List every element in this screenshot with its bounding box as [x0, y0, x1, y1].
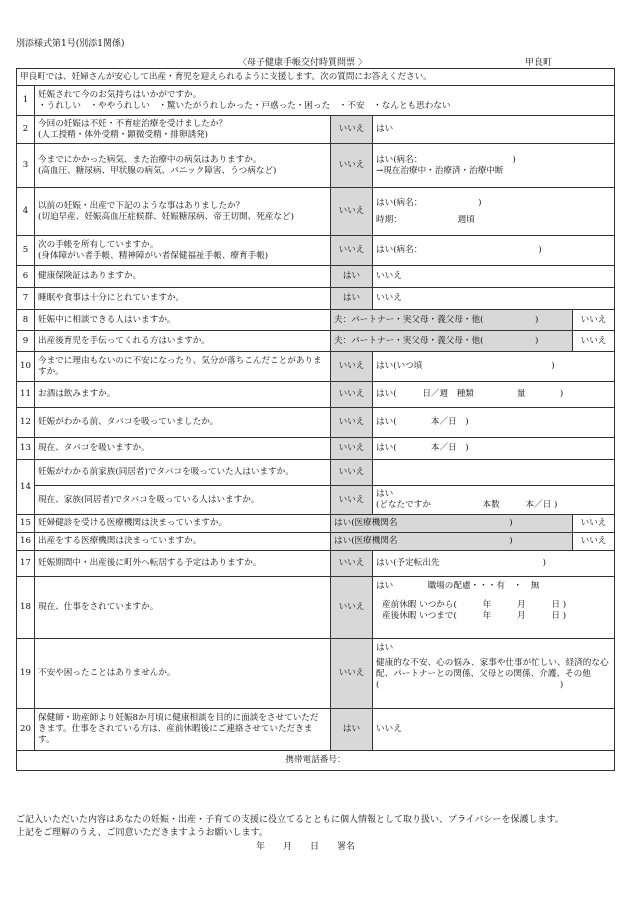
question-number: 2	[17, 116, 35, 144]
question-text: 健康保険証はありますか。	[35, 266, 331, 288]
answer-no[interactable]: いいえ	[331, 486, 373, 515]
answer-no[interactable]: いいえ	[331, 577, 373, 639]
questionnaire-table	[16, 68, 615, 771]
answer-yes[interactable]: はい(予定転出先 )	[373, 551, 615, 577]
answer-yes[interactable]	[373, 639, 615, 709]
supporter-options[interactable]: 夫：パートナー・実父母・義父母・他( )	[331, 331, 573, 352]
answer-no[interactable]: いいえ	[331, 438, 373, 460]
answer-no[interactable]: いいえ	[331, 144, 373, 188]
question-row-17	[17, 551, 615, 577]
phone-label[interactable]: 携帯電話番号：	[17, 751, 615, 771]
question-text: 出産をする医療機関は決まっていますか。	[35, 533, 331, 551]
question-number: 11	[17, 382, 35, 408]
question-row-20	[17, 709, 615, 751]
question-number: 15	[17, 515, 35, 533]
date-signature[interactable]: 年 月 日 署名	[256, 842, 356, 852]
question-number: 13	[17, 438, 35, 460]
supporter-options[interactable]: 夫：パートナー・実父母・義父母・他( )	[331, 310, 573, 331]
answer-no[interactable]: いいえ	[373, 266, 615, 288]
week-field[interactable]: 時期： 週頃	[376, 214, 475, 225]
answer-no[interactable]: いいえ	[373, 288, 615, 310]
question-text: 不安や困ったことはありませんか。	[35, 639, 331, 709]
question-row-10	[17, 352, 615, 382]
question-row-14b	[17, 486, 615, 515]
question-number: 10	[17, 352, 35, 382]
answer-yes[interactable]: はい	[373, 116, 615, 144]
answer-no[interactable]: いいえ	[331, 352, 373, 382]
answer-yes[interactable]: はい( 本／日 )	[373, 438, 615, 460]
answer-no[interactable]: いいえ	[331, 639, 373, 709]
question-row-12	[17, 408, 615, 438]
answer-no[interactable]: いいえ	[573, 533, 615, 551]
question-text: 妊娠がわかる前、タバコを吸っていましたか。	[35, 408, 331, 438]
answer-no[interactable]: いいえ	[573, 331, 615, 352]
question-number: 14	[17, 460, 35, 515]
question-number: 9	[17, 331, 35, 352]
question-number: 20	[17, 709, 35, 751]
question-number: 16	[17, 533, 35, 551]
question-text: 妊娠されて今のお気持ちはいかがですか。	[38, 89, 202, 100]
answer-yes-label: はい	[376, 489, 394, 499]
hospital-name-field[interactable]: はい(医療機関名 )	[331, 533, 573, 551]
question-row-4	[17, 188, 615, 236]
question-row-16	[17, 533, 615, 551]
question-number: 8	[17, 310, 35, 331]
answer-yes[interactable]	[373, 188, 615, 236]
answer-yes[interactable]	[373, 486, 615, 515]
answer-yes-label: はい	[376, 643, 394, 653]
question-text: 妊娠中に相談できる人はいますか。	[35, 310, 331, 331]
question-text: 睡眠や食事は十分にとれていますか。	[35, 288, 331, 310]
question-row-7	[17, 288, 615, 310]
question-text: 妊婦健診を受ける医療機関は決まっていますか。	[35, 515, 331, 533]
disease-name-field[interactable]: はい(病名： )	[376, 154, 516, 165]
question-row-14a	[17, 460, 615, 486]
answer-no[interactable]: いいえ	[331, 382, 373, 408]
question-text: 保健師・助産師より妊娠8か月頃に健康相談を目的に面談をさせていただきます。仕事をされている方は、産前休暇後にご連絡させていただきます。	[35, 709, 331, 751]
question-text: 出産後育児を手伝ってくれる方はいますか。	[35, 331, 331, 352]
question-row-1	[17, 86, 615, 116]
answer-yes[interactable]: はい( 日／週 種類 量 )	[373, 382, 615, 408]
question-number: 19	[17, 639, 35, 709]
question-number: 3	[17, 144, 35, 188]
answer-no[interactable]: いいえ	[573, 515, 615, 533]
question-text: 今回の妊娠は不妊・不育症治療を受けましたか？ (人工授精・体外受精・顕微受精・排卵誘発)	[35, 116, 331, 144]
answer-no[interactable]: いいえ	[331, 116, 373, 144]
intro-text: 甲良町では、妊婦さんが安心して出産・育児を迎えられるように支援します。次の質問にお答えください。	[17, 69, 615, 86]
question-number: 1	[17, 86, 35, 116]
question-text: 現在、家族(同居者)でタバコを吸っている人はいますか。	[35, 486, 331, 515]
answer-no[interactable]: いいえ	[331, 551, 373, 577]
answer-yes[interactable]: はい	[331, 266, 373, 288]
question-row-8	[17, 310, 615, 331]
clinic-name-field[interactable]: はい(医療機関名 )	[331, 515, 573, 533]
question-text: お酒は飲みますか。	[35, 382, 331, 408]
question-text: 妊娠期間中・出産後に町外へ転居する予定はありますか。	[35, 551, 331, 577]
question-row-18	[17, 577, 615, 639]
question-row-6	[17, 266, 615, 288]
answer-yes[interactable]: はい( 本／日 )	[373, 408, 615, 438]
question-row-3	[17, 144, 615, 188]
town-name: 甲良町	[525, 58, 553, 68]
answer-no[interactable]: いいえ	[331, 188, 373, 236]
question-row-13	[17, 438, 615, 460]
question-row-5	[17, 236, 615, 266]
feeling-options[interactable]: ・うれしい ・ややうれしい ・驚いたがうれしかった・戸惑った・困った ・不安 ・なんとも思わない	[38, 100, 451, 111]
question-row-15	[17, 515, 615, 533]
answer-yes[interactable]: はい(病名： )	[373, 236, 615, 266]
answer-yes[interactable]	[373, 144, 615, 188]
answer-blank[interactable]	[373, 460, 615, 486]
question-row-11	[17, 382, 615, 408]
question-row-9	[17, 331, 615, 352]
question-text: 現在、タバコを吸いますか。	[35, 438, 331, 460]
question-number: 18	[17, 577, 35, 639]
concern-options[interactable]: 健康的な不安、心の悩み、家事や仕事が忙しい、経済的な心配、パートナーとの関係、父母との関係、介護、その他( )	[376, 658, 609, 690]
question-text: 妊娠がわかる前家族(同居者)でタバコを吸っていた人はいますか。	[35, 460, 331, 486]
question-number: 7	[17, 288, 35, 310]
postnatal-leave-field[interactable]: 産後休暇 いつまで( 年 月 日 )	[382, 611, 567, 621]
question-number: 17	[17, 551, 35, 577]
disease-name-field[interactable]: はい(病名： )	[376, 197, 482, 208]
question-number: 6	[17, 266, 35, 288]
form-label: 別添様式第1号(別添1関係)	[16, 39, 125, 49]
question-number: 5	[17, 236, 35, 266]
answer-yes[interactable]	[373, 577, 615, 639]
answer-no[interactable]: いいえ	[331, 236, 373, 266]
answer-yes[interactable]: はい	[331, 288, 373, 310]
answer-yes[interactable]: はい	[331, 709, 373, 751]
answer-no[interactable]: いいえ	[573, 310, 615, 331]
question-number: 12	[17, 408, 35, 438]
question-text: 以前の妊娠・出産で下記のような事はありましたか？ (切迫早産、妊娠高血圧症候群、妊娠糖尿病、帝王切開、死産など)	[35, 188, 331, 236]
question-number: 4	[17, 188, 35, 236]
phone-row	[17, 751, 615, 771]
question-text: 今までにかかった病気、また治療中の病気はありますか。 (高血圧、糖尿病、甲状腺の病気、パニック障害、うつ病など)	[35, 144, 331, 188]
answer-yes[interactable]: はい(いつ頃 )	[373, 352, 615, 382]
consent-note: 上記をご理解のうえ、ご同意いただきますようお願いします。	[16, 828, 268, 838]
prenatal-leave-field[interactable]: 産前休暇 いつから( 年 月 日 )	[382, 600, 567, 610]
treatment-status[interactable]: →現在治療中・治療済・治療中断	[376, 165, 504, 176]
smoker-detail-field[interactable]: (どなたですか 本数 本／日 )	[376, 500, 558, 510]
question-text: 現在、仕事をされていますか。	[35, 577, 331, 639]
question-row-19	[17, 639, 615, 709]
answer-no[interactable]: いいえ	[331, 408, 373, 438]
answer-no[interactable]: いいえ	[373, 709, 615, 751]
form-title: 〈母子健康手帳交付時質問票 〉	[238, 58, 367, 68]
question-row-2	[17, 116, 615, 144]
question-text: 次の手帳を所有していますか。 (身体障がい者手帳、精神障がい者保健福祉手帳、療育手帳)	[35, 236, 331, 266]
answer-no[interactable]: いいえ	[331, 460, 373, 486]
workplace-consideration[interactable]: はい 職場の配慮・・・有 ・ 無	[376, 581, 540, 591]
privacy-note: ご記入いただいた内容はあなたの妊娠・出産・子育ての支援に役立てるとともに個人情報として取り扱い、プライバシーを保護します。	[16, 815, 564, 825]
question-text: 今までに理由もないのに不安になったり、気分が落ちこんだことがありますか。	[35, 352, 331, 382]
